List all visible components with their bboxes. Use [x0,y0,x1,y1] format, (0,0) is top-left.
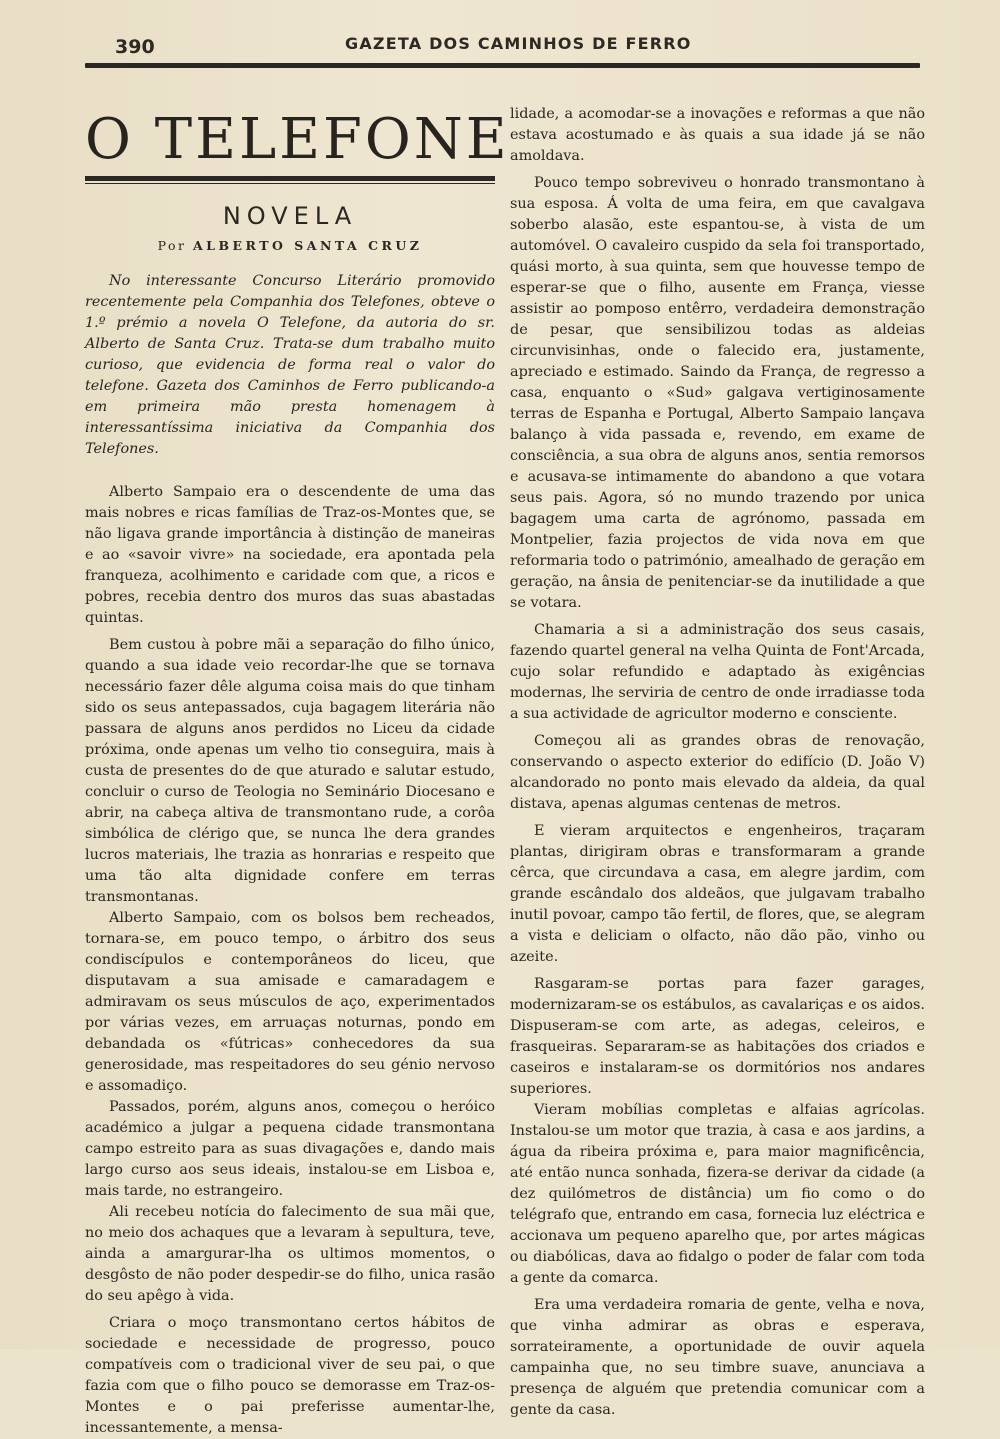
right-column [510,104,925,1421]
body-paragraph: Era uma verdadeira romaria de gente, velha e nova, que vinha admirar as obras e esperava, sorrateiramente, a oportunidade de ouvir aquela campainha que, no seu timbre suave, anunciava a presença de alguém que pretendia comunicar com a gente da casa. [510,1297,925,1418]
body-paragraph: Chamaria a si a administração dos seus casais, fazendo quartel general na velha Quinta de Font'Arcada, cujo solar refundido e adaptado às exigências modernas, lhe serviria de centro de onde irradiasse toda a sua actividade de agricultor moderno e consciente. [510,622,925,722]
title-rule [85,176,495,181]
header-rule [85,63,920,68]
journal-title: GAZETA DOS CAMINHOS DE FERRO [345,34,692,53]
body-paragraph: Bem custou à pobre mãi a separação do filho único, quando a sua idade veio recordar-lhe que se tornava necessário fazer dêle alguma coisa mais do que tinham sido os seus antepassados, cuja bagagem literária não passara de alguns anos perdidos no Liceu da cidade próxima, onde apenas um velho tio conseguira, mais à custa de presentes do de que aturado e salutar estudo, concluir o curso de Teologia no Seminário Diocesano e abrir, na cabeça altiva de transmontano rude, a corôa simbólica de clérigo que, se nunca lhe dera grandes lucros materiais, lhe trazia as honrarias e respeito que uma tão alta dignidade confere em terras transmontanas. [85,637,495,905]
title-rule-thin [85,183,495,184]
body-paragraph: Passados, porém, alguns anos, começou o heróico académico a julgar a pequena cidade transmontana campo estreito para as suas divagações e, dando mais largo curso aos seus ideais, instalou-se em Lisboa e, mais tarde, no estrangeiro. [85,1099,495,1199]
body-paragraph: Alberto Sampaio, com os bolsos bem recheados, tornara-se, em pouco tempo, o árbitro dos seus condiscípulos e contemporâneos do liceu, que disputavam a sua amisade e camaradagem e admiravam os seus músculos de aço, experimentados por várias vezes, em arruaças noturnas, pondo em debandada os «fútricas» conhecedores da sua generosidade, mas respeitadores do seu génio nervoso e assomadiço. [85,910,495,1094]
body-paragraph: Ali recebeu notícia do falecimento de sua mãi que, no meio dos achaques que a levaram à sepultura, teve, ainda a amargurar-lha os ultimos momentos, o desgôsto de não poder despedir-se do filho, unica rasão do seu apêgo à vida. [85,1204,495,1304]
article-title: O TELEFONE [85,107,510,172]
byline [85,238,495,253]
body-paragraph: Começou ali as grandes obras de renovação, conservando o aspecto exterior do edifício (D. João V) alcandorado no ponto mais elevado da aldeia, da qual distava, apenas algumas centenas de metros. [510,733,925,812]
body-paragraph: E vieram arquitectos e engenheiros, traçaram plantas, dirigiram obras e transformaram a grande cêrca, que circundava a casa, em alegre jardim, com grande escândalo dos aldeãos, que julgavam trabalho inutil povoar, campo tão fertil, de flores, que, se alegram a vista e deliciam o olfacto, não dão pão, vinho ou azeite. [510,823,925,965]
page-number: 390 [115,36,155,58]
body-paragraph: Pouco tempo sobreviveu o honrado transmontano à sua esposa. Á volta de uma feira, em que cavalgava soberbo alasão, este espantou-se, à vista de um automóvel. O cavaleiro cuspido da sela foi transportado, quási morto, à sua quinta, sem que houvesse tempo de esperar-se que o filho, ausente em França, viesse assistir ao pomposo entêrro, verdadeira demonstração de pesar, que sensibilizou todas as aldeias circunvisinhas, onde o falecido era, justamente, apreciado e estimado. Saindo da França, de regresso a casa, enquanto o «Sud» galgava vertiginosamente terras de Espanha e Portugal, Alberto Sampaio lançava balanço à vida passada e, revendo, em exame de consciência, a sua obra de alguns anos, sentia remorsos e acusava-se intimamente do abandono a que votara seus pais. Agora, só no mundo trazendo por unica bagagem uma carta de agrónomo, passada em Montpelier, fazia projectos de vida nova em que reformaria todo o património, amealhado de geração em geração, na ânsia de penitenciar-se da inutilidade a que se votara. [510,175,925,611]
body-paragraph: Criara o moço transmontano certos hábitos de sociedade e necessidade de progresso, pouco compatíveis com o tradicional viver de seu pai, o que fazia com que o filho pouco se demorasse em Traz-os-Montes e o pai preferisse aumentar-lhe, incessantemente, a mensa- [85,1315,495,1436]
left-column [85,100,510,1439]
body-paragraph: Rasgaram-se portas para fazer garages, modernizaram-se os estábulos, as cavalariças e os aidos. Dispuseram-se com arte, as adegas, celeiros, e frasqueiras. Separaram-se as habitações dos criados e caseiros e instalaram-se os dormitórios nos andares superiores. [510,976,925,1097]
article-subtitle: NOVELA [222,202,358,230]
intro-paragraph: No interessante Concurso Literário promovido recentemente pela Companhia dos Telefones, obteve o 1.º prémio a novela O Telefone, da autoria do sr. Alberto de Santa Cruz. Trata-se dum trabalho muito curioso, que evidencia de forma real o valor do telefone. Gazeta dos Caminhos de Ferro publicando-a em primeira mão presta homenagem à interessantíssima iniciativa da Companhia dos Telefones. [85,273,495,457]
body-paragraph: Vieram mobílias completas e alfaias agrícolas. Instalou-se um motor que trazia, à casa e aos jardins, a água da ribeira próxima e, para maior magnificência, até então nunca sonhada, fizera-se derivar da cidade (a dez quilómetros de distância) um fio como o do telégrafo que, entrando em casa, fornecia luz eléctrica e accionava um pequeno aparelho que, por artes mágicas ou diabólicas, dava ao fidalgo o poder de falar com toda a gente da comarca. [510,1102,925,1286]
body-paragraph: Alberto Sampaio era o descendente de uma das mais nobres e ricas famílias de Traz-os-Montes que, se não ligava grande importância à distinção de maneiras e ao «savoir vivre» na sociedade, era apontada pela franqueza, acolhimento e caridade com que, a ricos e pobres, recebia dentro dos muros das suas abastadas quintas. [85,484,495,626]
byline-prefix: Por [157,238,187,253]
byline-author: ALBERTO SANTA CRUZ [192,238,423,253]
page-header [85,30,920,60]
body-paragraph: lidade, a acomodar-se a inovações e reformas a que não estava acostumado e às quais a sua idade já se não amoldava. [510,106,925,164]
